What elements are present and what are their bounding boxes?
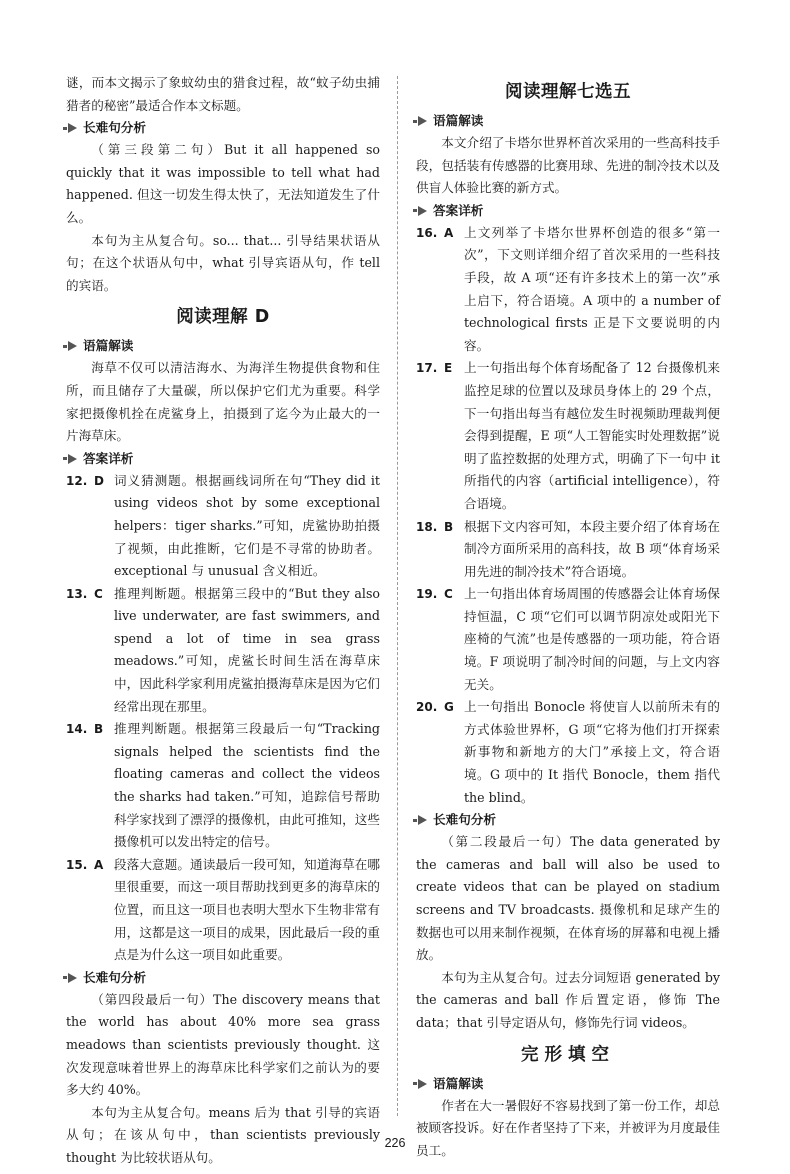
section-heading-answers	[418, 200, 720, 222]
answer-explanation: 上一句指出每个体育场配备了 12 台摄像机来监控足球的位置以及球员身体上的 29 个点，下一句指出每当有越位发生时视频助理裁判便会得到提醒，E 项“人工智能实时处理数据”说明了监控数据的处理方式，明确了下一句中 it 所指代的内容（artificial intelligence），符合语境。	[464, 360, 720, 511]
question-number: 14.	[66, 722, 88, 737]
long-sentence-analysis: 本句为主从复合句。means 后为 that 引导的宾语从句；在该从句中，than scientists previously thought 为比较状语从句。	[66, 1104, 380, 1165]
answer-item	[66, 470, 380, 583]
answer-item	[416, 516, 720, 584]
section-heading-passage	[68, 335, 380, 357]
answer-explanation: 词义猜测题。根据画线词所在句“They did it using videos shot by some exceptional helpers：tiger sharks.”可知，虎鲨协助拍摄了视频，由此推断，它们是不寻常的协助者。exceptional 与 unusual 含义相近。	[114, 472, 380, 579]
answer-item	[66, 583, 380, 719]
section-arrow-icon	[418, 1079, 427, 1089]
section-heading-long-sentence	[418, 809, 720, 831]
answer-explanation: 段落大意题。通读最后一段可知，知道海草在哪里很重要，而这一项目帮助找到更多的海草床的位置，而且这一项目也表明大型水下生物非常有用，这都是这一项目的成果，因此最后一段的重点是为什么这一项目如此重要。	[114, 856, 380, 963]
answer-letter: A	[444, 225, 454, 240]
answer-explanation: 上一句指出 Bonocle 将使盲人以前所未有的方式体验世界杯，G 项“它将为他们打开探索新事物和新地方的大门”承接上文，符合语境。G 项中的 It 指代 Bonocle，them 指代 the blind。	[464, 699, 720, 805]
answer-letter: B	[94, 722, 104, 737]
section-heading-passage	[418, 110, 720, 132]
long-sentence-quote: （第四段最后一句）The discovery means that the world has about 40% more sea grass meadows than scientists previously thought. 这次发现意味着世界上的海草床比科学家们之前认为的要多大约 40%。	[66, 991, 380, 1098]
column-divider	[397, 76, 398, 1116]
section-heading-long-sentence	[68, 117, 380, 139]
question-number: 20.	[416, 700, 438, 715]
section-title-reading-d: 阅读理解 D	[176, 307, 270, 328]
answer-explanation: 根据下文内容可知，本段主要介绍了体育场在制冷方面所采用的高科技，故 B 项“体育场采用先进的制冷技术”符合语境。	[464, 518, 720, 579]
section-heading-label: 语篇解读	[433, 1075, 484, 1091]
section-heading-label: 语篇解读	[83, 338, 134, 354]
section-arrow-icon	[418, 815, 427, 825]
long-sentence-quote: （第二段最后一句）The data generated by the cameras and ball will also be used to create videos that can be played on stadium screens and TV broadcasts. 摄像机和足球产生的数据也可以用来制作视频，在体育场的屏幕和电视上播放。	[416, 834, 720, 963]
left-column	[66, 72, 380, 1170]
section-heading-answers	[68, 448, 380, 470]
answer-letter: C	[94, 586, 103, 601]
answer-letter: C	[444, 587, 453, 602]
answer-item	[416, 583, 720, 696]
section-arrow-icon	[418, 206, 427, 216]
answer-item	[66, 854, 380, 967]
answer-letter: E	[444, 361, 453, 376]
question-number: 13.	[66, 586, 88, 601]
section-heading-label: 长难句分析	[433, 812, 496, 828]
long-sentence-analysis: 本句为主从复合句。so... that... 引导结果状语从句；在这个状语从句中，what 引导宾语从句，作 tell 的宾语。	[66, 232, 380, 293]
answer-item	[416, 357, 720, 515]
section-arrow-icon	[418, 116, 427, 126]
right-column	[416, 72, 720, 1162]
question-number: 15.	[66, 857, 88, 872]
answer-letter: A	[94, 857, 104, 872]
section-heading-label: 长难句分析	[83, 969, 146, 985]
section-heading-label: 语篇解读	[433, 113, 484, 128]
answer-letter: D	[94, 473, 104, 488]
answer-explanation: 上一句指出体育场周围的传感器会让体育场保持恒温，C 项“它们可以调节阴凉处或阳光下座椅的气流”也是传感器的一项功能，符合语境。F 项说明了制冷时间的问题，与上文内容无关。	[464, 586, 720, 692]
passage-summary: 海草不仅可以清洁海水、为海洋生物提供食物和住所，而且储存了大量碳，所以保护它们尤为重要。科学家把摄像机拴在虎鲨身上，拍摄到了迄今为止最大的一片海草床。	[66, 360, 380, 444]
question-number: 19.	[416, 587, 438, 602]
answer-explanation: 上文列举了卡塔尔世界杯创造的很多“第一次”，下文则详细介绍了首次采用的一些科技手段，故 A 项“还有许多技术上的第一次”承上启下，符合语境。A 项中的 a number of technological firsts 正是下文要说明的内容。	[464, 224, 720, 353]
long-sentence-analysis: 本句为主从复合句。过去分词短语 generated by the cameras and ball 作后置定语，修饰 The data；that 引导定语从句，修饰先行词 videos。	[416, 969, 720, 1030]
question-number: 17.	[416, 361, 438, 376]
section-heading-label: 长难句分析	[83, 120, 146, 136]
section-heading-label: 答案详析	[433, 202, 484, 218]
passage-summary: 本文介绍了卡塔尔世界杯首次采用的一些高科技手段，包括装有传感器的比赛用球、先进的制冷技术以及供盲人体验比赛的新方式。	[416, 135, 720, 196]
section-arrow-icon	[68, 123, 77, 133]
question-number: 16.	[416, 225, 438, 240]
passage-summary: 作者在大一暑假好不容易找到了第一份工作，却总被顾客投诉。好在作者坚持了下来，并被评为月度最佳员工。	[416, 1097, 720, 1158]
answer-explanation: 推理判断题。根据第三段中的“But they also live underwater, are fast swimmers, and spend a lot of time in sea grass meadows.”可知，虎鲨长时间生活在海草床中，因此科学家利用虎鲨拍摄海草床是因为它们经常出现在那里。	[114, 585, 380, 714]
long-sentence-quote: （第三段第二句）But it all happened so quickly that it was impossible to tell what had happened. 但这一切发生得太快了，无法知道发生了什么。	[66, 142, 380, 225]
page-number: 226	[384, 1136, 406, 1150]
section-arrow-icon	[68, 341, 77, 351]
section-title-seven-choose-five: 阅读理解七选五	[505, 82, 631, 102]
section-heading-passage	[418, 1073, 720, 1095]
section-arrow-icon	[68, 973, 77, 983]
answer-letter: G	[444, 700, 454, 715]
answer-explanation: 推理判断题。根据第三段最后一句“Tracking signals helped the scientists find the floating cameras and collect the videos the sharks had taken.”可知，追踪信号帮助科学家找到了漂浮的摄像机，由此可推知，这些摄像机可以发出特定的信号。	[114, 721, 380, 850]
intro-continuation: 谜，而本文揭示了象蚊幼虫的猎食过程，故“蚊子幼虫捕猎者的秘密”最适合作本文标题。	[66, 75, 380, 113]
question-number: 18.	[416, 519, 438, 534]
question-number: 12.	[66, 473, 88, 488]
section-title-cloze: 完形填空	[521, 1044, 615, 1065]
section-heading-label: 答案详析	[83, 450, 134, 466]
answer-item	[416, 222, 720, 358]
answer-letter: B	[444, 519, 454, 534]
section-arrow-icon	[68, 454, 77, 464]
section-heading-long-sentence	[68, 967, 380, 989]
answer-item	[416, 696, 720, 809]
answer-item	[66, 718, 380, 854]
